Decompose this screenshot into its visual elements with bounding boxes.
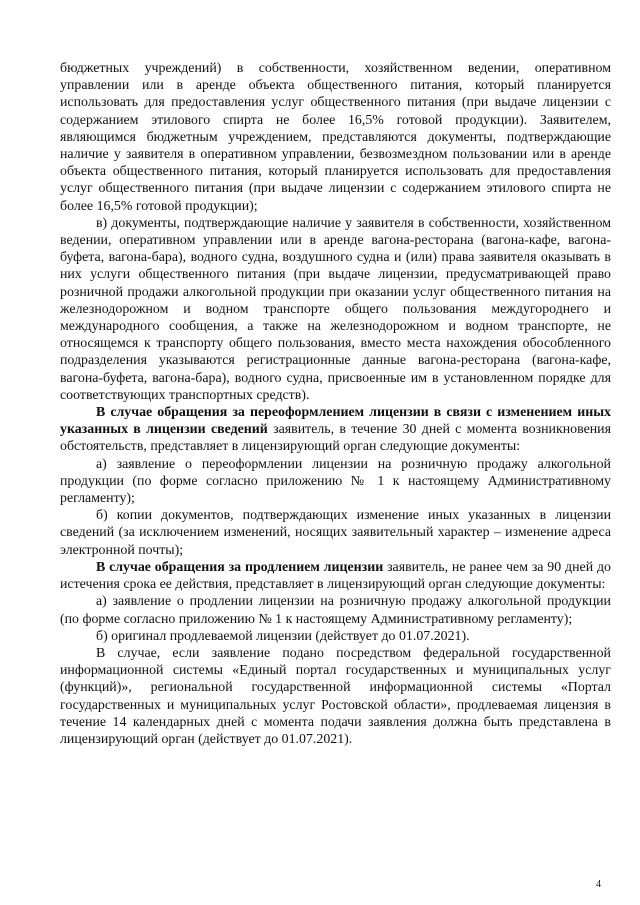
paragraph-7 (60, 593, 611, 627)
page-number: 4 (596, 879, 601, 890)
bold-heading-segment: В случае обращения за переоформлением лицензии в связи с изменением иных указанных в лицензии сведений (60, 405, 611, 438)
text-segment: В случае, если заявление подано посредством федеральной государственной информационной системы «Единый портал государственных и муниципальных услуг (функций)», региональной государственной информационной системы «Портал государственных и муниципальных услуг Ростовской области», продлеваемая лицензия в течение 14 календарных дней с момента подачи заявления должна быть представлена в лицензирующий орган (действует до 01.07.2021). (60, 645, 611, 747)
text-segment: заявитель, в течение 30 дней с момента возникновения обстоятельств, представляет в лицензирующий орган следующие документы: (60, 422, 611, 455)
text-segment: в) документы, подтверждающие наличие у заявителя в собственности, хозяйственном ведении, оперативном управлении или в аренде вагона-ресторана (вагона-кафе, вагона-буфета, вагона-бара), водного судна, воздушного судна и (или) права заявителя оказывать в них услуги общественного питания (при выдаче лицензии, предусматривающей право розничной продажи алкогольной продукции при оказании услуг общественного питания на железнодорожном и водном транспорте общего пользования междугороднего и международного сообщения, а также на железнодорожном и водном транспорте, не относящемся к транспорту общего пользования, вместо места нахождения обособленного подразделения указываются регистрационные данные вагона-ресторана (вагона-кафе, вагона-буфета, вагона-бара), водного судна, присвоенные им в установленном порядке для соответствующих транспортных средств). (60, 215, 611, 403)
text-segment: б) оригинал продлеваемой лицензии (действует до 01.07.2021). (96, 628, 470, 644)
text-segment: бюджетных учреждений) в собственности, хозяйственном ведении, оперативном управлении или в аренде объекта общественного питания, который планируется использовать для предоставления услуг общественного питания (при выдаче лицензии с содержанием этилового спирта не более 16,5% готовой продукции). Заявителем, являющимся бюджетным учреждением, представляются документы, подтверждающие наличие у заявителя в оперативном управлении, безвозмездном пользовании или в аренде объекта общественного питания, который планируется использовать для предоставления услуг общественного питания (при выдаче лицензии с содержанием этилового спирта не более 16,5% готовой продукции); (60, 61, 611, 214)
paragraph-9 (60, 645, 611, 748)
paragraph-1 (60, 60, 611, 215)
bold-heading-segment: В случае обращения за продлением лицензии (96, 559, 384, 575)
text-segment: заявитель, не ранее чем за 90 дней до истечения срока ее действия, представляет в лицензирующий орган следующие документы: (60, 559, 611, 593)
paragraph-4 (60, 456, 611, 508)
document-body (60, 60, 611, 748)
text-segment: а) заявление о продлении лицензии на розничную продажу алкогольной продукции (по форме согласно приложению № 1 к настоящему Административному регламенту); (60, 594, 611, 627)
paragraph-2 (60, 215, 611, 404)
text-segment: б) копии документов, подтверждающих изменение иных указанных в лицензии сведений (за исключением изменений, носящих заявительный характер – изменение адреса электронной почты); (60, 508, 611, 558)
paragraph-3 (60, 404, 611, 456)
text-segment: а) заявление о переоформлении лицензии на розничную продажу алкогольной продукции (по форме согласно приложению № 1 к настоящему Административному регламенту); (60, 456, 611, 507)
paragraph-6 (60, 559, 611, 593)
paragraph-5 (60, 507, 611, 559)
paragraph-8 (60, 628, 611, 645)
